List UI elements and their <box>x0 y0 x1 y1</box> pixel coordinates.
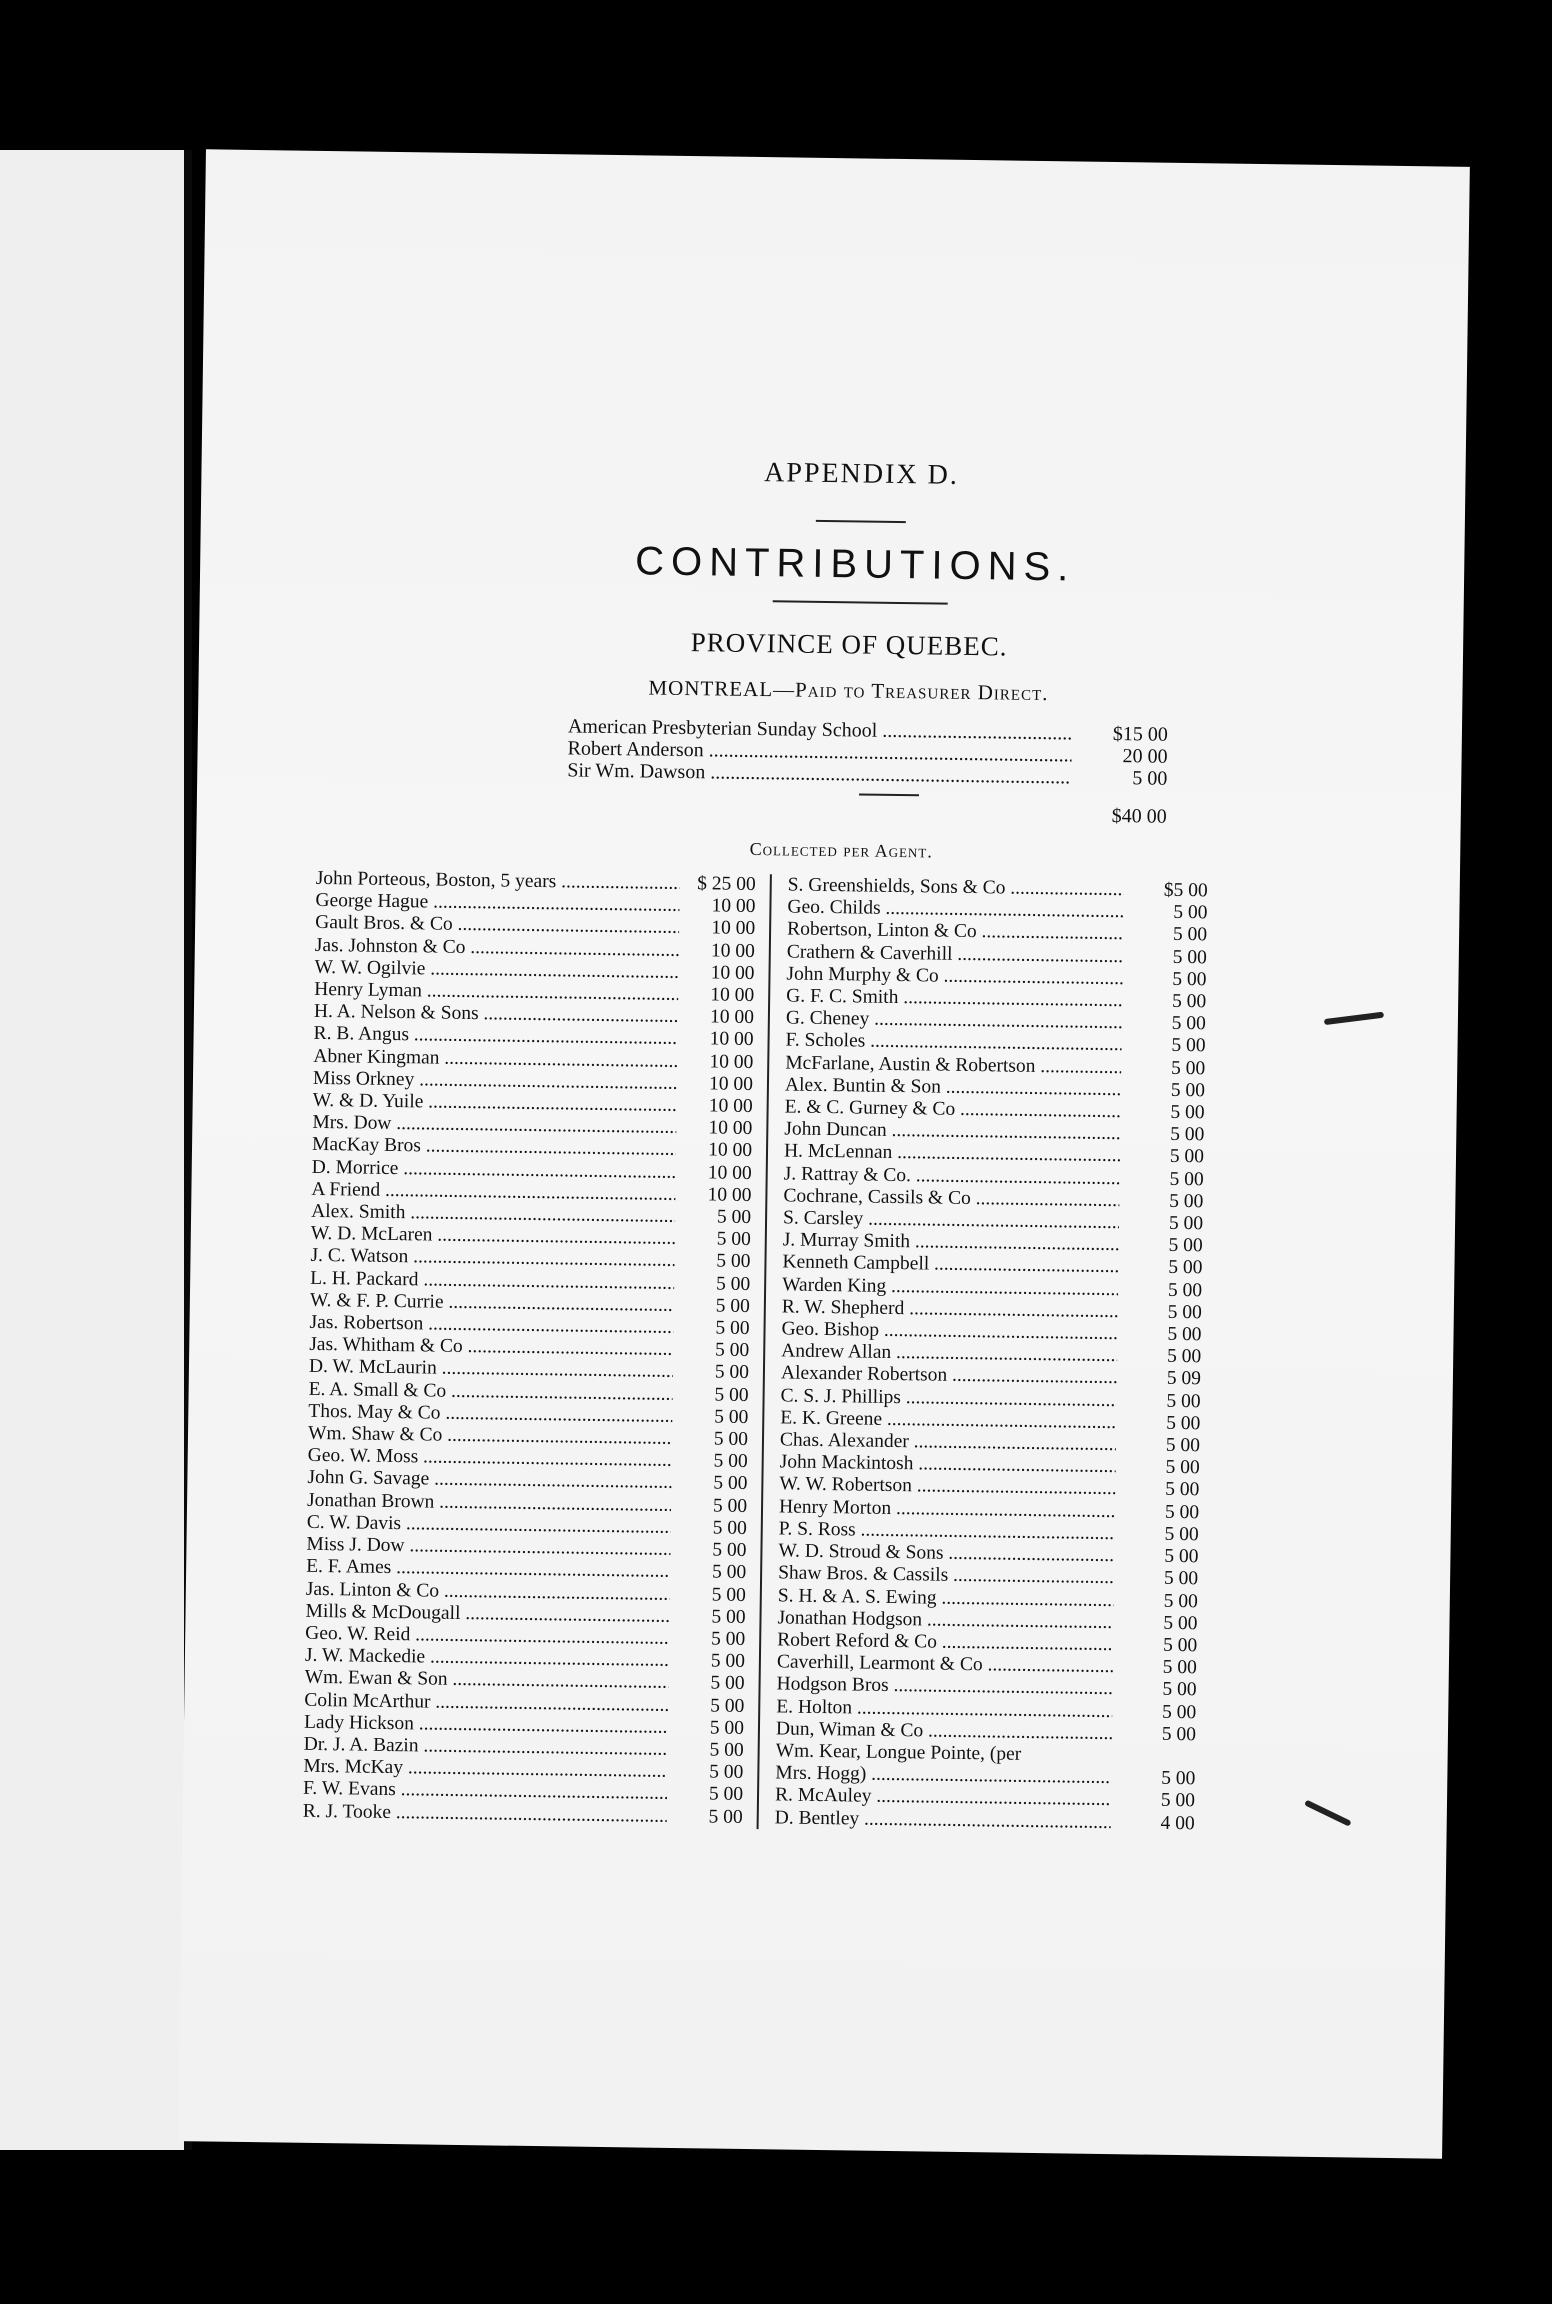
contribution-amount: 5 00 <box>1169 1146 1205 1168</box>
contribution-amount: 5 00 <box>712 1517 747 1539</box>
contributor-name: E. Holton ..... <box>776 1696 1112 1723</box>
contributor-name: Geo. Bishop ..... <box>781 1318 1117 1345</box>
contributor-name: W. & F. P. Currie ..... <box>310 1290 674 1317</box>
contributor-name: John Murphy & Co ..... <box>786 963 1122 990</box>
contributor-name: John Porteous, Boston, 5 years ..... <box>316 868 680 895</box>
left-column <box>303 868 770 1829</box>
contribution-row <box>303 1800 743 1828</box>
contributor-name: S. Greenshields, Sons & Co ..... <box>788 874 1124 901</box>
contribution-amount: 5 00 <box>1164 1501 1200 1523</box>
contributor-name: P. S. Ross ..... <box>779 1518 1115 1545</box>
contribution-amount: 10 00 <box>708 1117 753 1140</box>
contribution-amount: 5 00 <box>712 1495 748 1517</box>
contribution-amount: 5 00 <box>1161 1701 1197 1723</box>
contributor-name: W. D. Stroud & Sons ..... <box>778 1540 1114 1567</box>
contributor-name: Jas. Robertson ..... <box>309 1312 673 1339</box>
contribution-amount: 10 00 <box>709 1028 754 1051</box>
contributor-name: Alex. Buntin & Son ..... <box>785 1074 1121 1101</box>
contributor-name: Thos. May & Co ..... <box>308 1401 672 1428</box>
contributor-name: W. & D. Yuile ..... <box>313 1090 677 1117</box>
contribution-amount: 5 00 <box>1132 767 1168 790</box>
contribution-amount: 5 00 <box>713 1472 748 1495</box>
contribution-amount: 5 00 <box>1163 1612 1198 1634</box>
contribution-amount: 5 00 <box>711 1583 746 1606</box>
contributor-name: MacKay Bros ..... <box>312 1134 676 1161</box>
contributor-name: W. W. Robertson ..... <box>779 1474 1115 1501</box>
contributor-name: Dun, Wiman & Co ..... <box>776 1718 1112 1745</box>
contribution-amount: 5 00 <box>709 1739 744 1761</box>
contributor-name: R. B. Angus ..... <box>313 1023 677 1050</box>
contribution-amount: 5 00 <box>713 1428 749 1451</box>
contributor-name: Shaw Bros. & Cassils ..... <box>778 1563 1114 1590</box>
contributor-name: R. McAuley ..... <box>775 1785 1111 1812</box>
contributor-name: S. H. & A. S. Ewing ..... <box>778 1585 1114 1612</box>
contributor-name: Andrew Allan ..... <box>781 1341 1117 1368</box>
contribution-amount: 5 09 <box>1166 1368 1202 1390</box>
contribution-amount: $ 25 00 <box>697 873 756 896</box>
contribution-amount: 5 00 <box>716 1228 751 1251</box>
contribution-amount: 5 00 <box>1165 1457 1200 1479</box>
contribution-amount: 10 00 <box>709 1051 754 1073</box>
contribution-amount: 5 00 <box>1164 1545 1199 1568</box>
contribution-amount: 5 00 <box>1173 902 1208 924</box>
total-rule <box>859 793 919 796</box>
contribution-amount: 5 00 <box>1170 1124 1205 1146</box>
contribution-amount: 10 00 <box>708 1139 753 1162</box>
contribution-amount: 5 00 <box>1162 1634 1198 1657</box>
contribution-amount: 5 00 <box>1171 1035 1206 1057</box>
contributor-name: E. F. Ames ..... <box>306 1556 670 1583</box>
page-title: CONTRIBUTIONS. <box>634 539 1076 590</box>
contribution-amount: 10 00 <box>710 962 755 984</box>
contribution-amount: 5 00 <box>715 1317 750 1340</box>
contribution-amount: 5 00 <box>711 1561 747 1584</box>
contributor-name: Mills & McDougall ..... <box>305 1601 669 1628</box>
contributor-name: Alexander Robertson ..... <box>781 1363 1117 1390</box>
contribution-amount: 5 00 <box>710 1628 746 1650</box>
contribution-amount: 5 00 <box>1162 1679 1197 1701</box>
contributor-name: E. & C. Gurney & Co ..... <box>784 1096 1120 1123</box>
contributor-name: S. Carsley ..... <box>783 1207 1119 1234</box>
contribution-amount: 10 00 <box>709 1006 755 1029</box>
contribution-amount: 5 00 <box>708 1783 744 1806</box>
contributor-name: W. D. McLaren ..... <box>311 1223 675 1250</box>
contribution-amount: 5 00 <box>714 1406 749 1428</box>
contribution-amount: 5 00 <box>715 1295 751 1317</box>
contribution-amount: 5 00 <box>1162 1656 1198 1679</box>
contribution-amount: 5 00 <box>709 1761 744 1784</box>
contribution-amount: 5 00 <box>1167 1301 1202 1324</box>
contribution-amount: 5 00 <box>710 1694 745 1717</box>
contribution-amount: 5 00 <box>1170 1079 1206 1102</box>
contributor-name: Jonathan Hodgson ..... <box>777 1607 1113 1634</box>
contributor-name: J. C. Watson ..... <box>310 1245 674 1272</box>
contributor-name: Alex. Smith ..... <box>311 1201 675 1228</box>
contribution-amount: 10 00 <box>710 940 755 962</box>
contribution-amount: 5 00 <box>714 1361 750 1384</box>
right-column <box>757 874 1208 1835</box>
contribution-amount: 10 00 <box>711 895 756 918</box>
contributor-name: Jas. Whitham & Co ..... <box>309 1334 673 1361</box>
contributor-name: McFarlane, Austin & Robertson ..... <box>785 1052 1121 1079</box>
contributor-name: E. A. Small & Co ..... <box>309 1379 673 1406</box>
contributor-name: J. Murray Smith ..... <box>783 1230 1119 1257</box>
contribution-amount: 5 00 <box>1166 1346 1202 1368</box>
contributor-name: Robertson, Linton & Co ..... <box>787 919 1123 946</box>
contributor-name: L. H. Packard ..... <box>310 1267 674 1294</box>
contribution-amount: 5 00 <box>714 1384 749 1406</box>
contribution-amount: 10 00 <box>711 917 756 940</box>
contribution-amount: 5 00 <box>1170 1101 1205 1124</box>
contributor-name: Mrs. Dow ..... <box>312 1112 676 1139</box>
contributor-name: C. W. Davis ..... <box>307 1512 671 1539</box>
contributor-name: F. Scholes ..... <box>785 1030 1121 1057</box>
contributor-name: Mrs. McKay ..... <box>303 1756 667 1783</box>
contributor-name: Kenneth Campbell ..... <box>782 1252 1118 1279</box>
contribution-amount: 5 00 <box>709 1717 745 1739</box>
contributor-name: J. Rattray & Co. ..... <box>784 1163 1120 1190</box>
contribution-amount: 5 00 <box>1160 1790 1196 1812</box>
contributor-name: Geo. W. Reid ..... <box>305 1623 669 1650</box>
contributor-name: Jas. Johnston & Co ..... <box>315 934 679 961</box>
contribution-amount: $5 00 <box>1163 879 1208 902</box>
contributions-columns <box>302 867 1208 1835</box>
contribution-amount: 10 00 <box>710 984 755 1007</box>
contribution-row <box>775 1807 1195 1835</box>
contribution-amount: 5 00 <box>1165 1434 1201 1457</box>
heading-rule <box>816 520 906 523</box>
contribution-amount: 10 00 <box>707 1162 752 1184</box>
contribution-amount: 5 00 <box>1161 1767 1196 1790</box>
contributor-name: Gault Bros. & Co ..... <box>315 912 679 939</box>
contributor-name: Dr. J. A. Bazin ..... <box>304 1734 668 1761</box>
contributor-name: Sir Wm. Dawson ..... <box>567 759 1071 788</box>
contribution-amount: 5 00 <box>1171 1013 1206 1035</box>
contributor-name: Hodgson Bros ..... <box>776 1674 1112 1701</box>
contribution-amount: 5 00 <box>1171 990 1207 1013</box>
contributor-name: Miss Orkney ..... <box>313 1068 677 1095</box>
left-page-edge <box>0 150 190 2150</box>
page-content <box>303 451 1362 1837</box>
contributor-name: H. McLennan ..... <box>784 1141 1120 1168</box>
contribution-amount: 5 00 <box>1169 1168 1204 1190</box>
contribution-amount: 4 00 <box>1160 1812 1195 1834</box>
document-page <box>178 149 1470 2158</box>
contributor-name: Lady Hickson ..... <box>304 1712 668 1739</box>
contribution-amount: 5 00 <box>711 1606 746 1628</box>
contribution-amount: 5 00 <box>708 1805 743 1828</box>
contribution-amount: 5 00 <box>1165 1479 1200 1501</box>
contributor-name: E. K. Greene ..... <box>780 1407 1116 1434</box>
contribution-amount: 10 00 <box>707 1184 752 1206</box>
contributor-name: Crathern & Caverhill ..... <box>787 941 1123 968</box>
contribution-amount: 5 00 <box>1170 1057 1206 1079</box>
contributor-name: George Hague ..... <box>315 890 679 917</box>
contribution-amount: 20 00 <box>1122 745 1168 768</box>
contributor-name: H. A. Nelson & Sons ..... <box>314 1001 678 1028</box>
contributor-name: Henry Morton ..... <box>779 1496 1115 1523</box>
contribution-amount: 5 00 <box>1166 1390 1201 1412</box>
contributor-name: Cochrane, Cassils & Co ..... <box>783 1185 1119 1212</box>
contributor-name: John Mackintosh ..... <box>780 1452 1116 1479</box>
contributor-name: G. Cheney ..... <box>786 1008 1122 1035</box>
contributor-name: Warden King ..... <box>782 1274 1118 1301</box>
contributor-name: Chas. Alexander ..... <box>780 1429 1116 1456</box>
contribution-amount: 5 00 <box>1168 1257 1203 1279</box>
contributor-name: Henry Lyman ..... <box>314 979 678 1006</box>
title-rule <box>772 600 947 604</box>
contributor-name: Geo. Childs ..... <box>787 897 1123 924</box>
contributor-name: R. J. Tooke ..... <box>303 1800 667 1827</box>
contribution-amount: 5 00 <box>1172 968 1207 991</box>
contributor-name: D. Bentley ..... <box>775 1807 1111 1834</box>
contribution-amount: 5 00 <box>1163 1568 1199 1590</box>
contribution-amount: 5 00 <box>1161 1723 1197 1745</box>
contribution-amount: 5 00 <box>1172 946 1207 968</box>
direct-contributions <box>567 715 1168 789</box>
contributor-name: Jas. Linton & Co ..... <box>306 1578 670 1605</box>
contributor-name: F. W. Evans ..... <box>303 1778 667 1805</box>
contribution-amount: 5 00 <box>1167 1323 1202 1346</box>
contributor-name: C. S. J. Phillips ..... <box>780 1385 1116 1412</box>
contributor-name: John G. Savage ..... <box>307 1467 671 1494</box>
contributor-name: Wm. Shaw & Co ..... <box>308 1423 672 1450</box>
contribution-amount: 5 00 <box>1172 924 1208 946</box>
contributor-name: J. W. Mackedie ..... <box>305 1645 669 1672</box>
contributor-name: Robert Anderson ..... <box>567 737 1071 766</box>
contributor-name: D. Morrice ..... <box>312 1156 676 1183</box>
contribution-amount: 5 00 <box>714 1339 750 1362</box>
contribution-amount: 5 00 <box>716 1250 751 1273</box>
contribution-amount: 10 00 <box>708 1073 754 1095</box>
contributor-name: Geo. W. Moss ..... <box>308 1445 672 1472</box>
contributor-name: American Presbyterian Sunday School ..... <box>568 715 1072 744</box>
contribution-amount: 5 00 <box>716 1206 752 1229</box>
contributor-name: Wm. Ewan & Son ..... <box>304 1667 668 1694</box>
contributor-name: D. W. McLaurin ..... <box>309 1356 673 1383</box>
direct-total: $40 00 <box>1111 804 1167 828</box>
contribution-amount: 5 00 <box>1168 1235 1203 1257</box>
contributor-name: Miss J. Dow ..... <box>306 1534 670 1561</box>
contribution-amount: $15 00 <box>1112 722 1169 746</box>
contributor-name: G. F. C. Smith ..... <box>786 985 1122 1012</box>
appendix-heading: APPENDIX D. <box>763 457 960 491</box>
contributor-name: Caverhill, Learmont & Co ..... <box>777 1652 1113 1679</box>
contributor-name: Colin McArthur ..... <box>304 1689 668 1716</box>
contributor-name: Jonathan Brown ..... <box>307 1490 671 1517</box>
contributor-name: Mrs. Hogg) ..... <box>775 1763 1111 1790</box>
province-heading: PROVINCE OF QUEBEC. <box>690 627 1008 662</box>
contributor-name: W. W. Ogilvie ..... <box>314 957 678 984</box>
section-heading: MONTREAL—Paid to Treasurer Direct. <box>648 675 1049 706</box>
contributor-name: R. W. Shepherd ..... <box>782 1296 1118 1323</box>
contributor-name: Wm. Kear, Longue Pointe, (per <box>775 1740 1022 1765</box>
contribution-amount <box>1111 1745 1195 1768</box>
contributor-name: John Duncan ..... <box>784 1119 1120 1146</box>
contribution-amount: 5 00 <box>1164 1523 1199 1546</box>
contributor-name: Abner Kingman ..... <box>313 1045 677 1072</box>
contributor-name: Robert Reford & Co ..... <box>777 1629 1113 1656</box>
collected-heading: Collected per Agent. <box>749 838 933 862</box>
contribution-amount: 5 00 <box>715 1273 751 1295</box>
contribution-amount: 5 00 <box>713 1450 748 1473</box>
contribution-amount: 5 00 <box>1168 1212 1204 1235</box>
contributor-name: A Friend ..... <box>311 1179 675 1206</box>
contribution-amount: 5 00 <box>1167 1279 1203 1301</box>
contribution-amount: 5 00 <box>1163 1590 1198 1612</box>
contribution-amount: 5 00 <box>1166 1412 1201 1435</box>
contribution-amount: 10 00 <box>708 1095 753 1118</box>
contribution-amount: 5 00 <box>710 1650 746 1673</box>
contribution-amount: 5 00 <box>1169 1190 1204 1213</box>
contribution-amount: 5 00 <box>712 1539 747 1562</box>
contribution-amount: 5 00 <box>710 1672 745 1695</box>
